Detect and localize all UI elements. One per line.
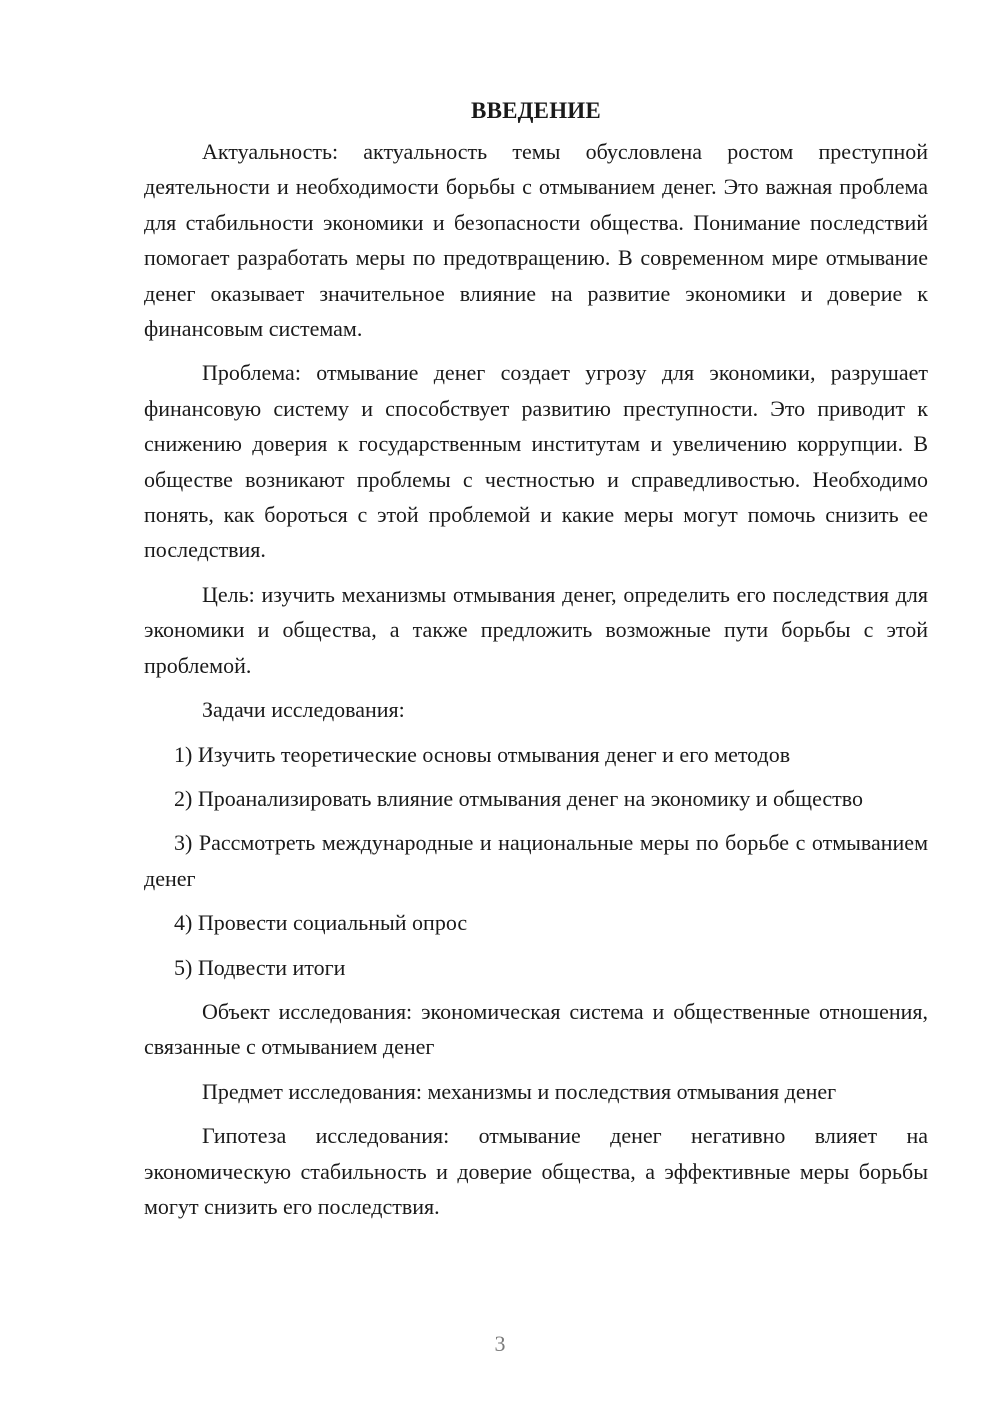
page-number: 3 [494,1331,506,1356]
list-item: 4) Провести социальный опрос [174,910,468,936]
document-page [144,93,928,1224]
paragraph-hypothesis: Гипотеза исследования: отмывание денег негативно влияет на экономическую стабильность и доверие общества, а эффективные меры борьбы могут снизить его последствия. [144,1123,928,1219]
paragraph-relevance: Актуальность: актуальность темы обусловлена ростом преступной деятельности и необходимости борьбы с отмыванием денег. Это важная проблема для стабильности экономики и безопасности общества. Понимание последствий помогает разработать меры по предотвращению. В современном мире отмывание денег оказывает значительное влияние на развитие экономики и доверие к финансовым системам. [144,139,928,342]
list-item: 2) Проанализировать влияние отмывания денег на экономику и общество [174,785,864,811]
list-item: 5) Подвести итоги [174,954,346,980]
paragraph-goal: Цель: изучить механизмы отмывания денег, определить его последствия для экономики и общества, а также предложить возможные пути борьбы с этой проблемой. [144,581,928,678]
tasks-list [144,737,928,985]
list-item: 3) Рассмотреть международные и национальные меры по борьбе с отмыванием денег [144,830,928,891]
tasks-title: Задачи исследования: [202,697,405,723]
section-heading: ВВЕДЕНИЕ [471,98,601,123]
paragraph-object: Объект исследования: экономическая система и общественные отношения, связанные с отмыванием денег [144,998,928,1060]
list-item: 1) Изучить теоретические основы отмывания денег и его методов [174,741,791,767]
paragraph-subject: Предмет исследования: механизмы и последствия отмывания денег [202,1078,837,1104]
paragraph-problem: Проблема: отмывание денег создает угрозу для экономики, разрушает финансовую систему и способствует развитию преступности. Это приводит к снижению доверия к государственным институтам и увеличению коррупции. В обществе возникают проблемы с честностью и справедливостью. Необходимо понять, как бороться с этой проблемой и какие меры могут помочь снизить ее последствия. [144,360,928,563]
